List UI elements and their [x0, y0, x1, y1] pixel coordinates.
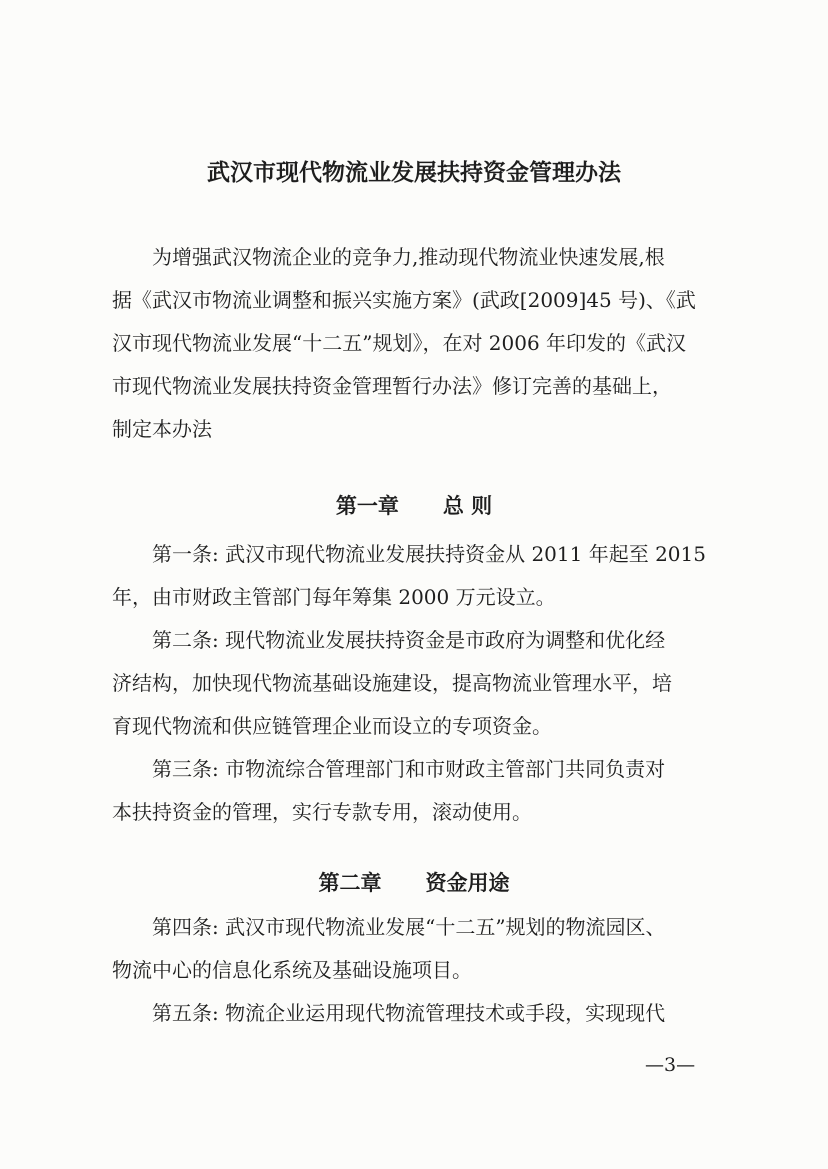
chapter-name: 资金用途 [425, 870, 510, 895]
chapter-number: 第二章 [318, 870, 382, 895]
article-line: 第三条: 市物流综合管理部门和市财政主管部门共同负责对 [152, 757, 666, 781]
article-line: 本扶持资金的管理，实行专款专用，滚动使用。 [112, 800, 532, 824]
preamble-line: 据《武汉市物流业调整和振兴实施方案》(武政[2009]45 号)、《武 [112, 288, 696, 312]
article-line: 第一条: 武汉市现代物流业发展扶持资金从 2011 年起至 2015 [152, 542, 706, 566]
chapter-heading [0, 869, 828, 897]
article-line: 第二条: 现代物流业发展扶持资金是市政府为调整和优化经 [152, 628, 666, 652]
article-line: 济结构，加快现代物流基础设施建设，提高物流业管理水平，培 [112, 671, 672, 695]
preamble-line: 汉市现代物流业发展“十二五”规划》，在对 2006 年印发的《武汉 [112, 331, 687, 355]
document-title: 武汉市现代物流业发展扶持资金管理办法 [207, 159, 621, 186]
article-line: 育现代物流和供应链管理企业而设立的专项资金。 [112, 714, 552, 738]
chapter-number: 第一章 [335, 493, 399, 518]
article-line: 年，由市财政主管部门每年筹集 2000 万元设立。 [112, 585, 556, 609]
preamble-line: 为增强武汉物流企业的竞争力,推动现代物流业快速发展,根 [152, 245, 665, 269]
chapter-heading [0, 492, 828, 520]
article-line: 第四条: 武汉市现代物流业发展“十二五”规划的物流园区、 [152, 915, 666, 939]
article-line: 物流中心的信息化系统及基础设施项目。 [112, 958, 472, 982]
article-line: 第五条: 物流企业运用现代物流管理技术或手段，实现现代 [152, 1001, 666, 1025]
chapter-name: 总 则 [442, 493, 493, 518]
preamble-line: 市现代物流业发展扶持资金管理暂行办法》修订完善的基础上， [112, 374, 672, 398]
preamble-line: 制定本办法 [112, 417, 212, 441]
page-number: —3— [645, 1054, 696, 1076]
